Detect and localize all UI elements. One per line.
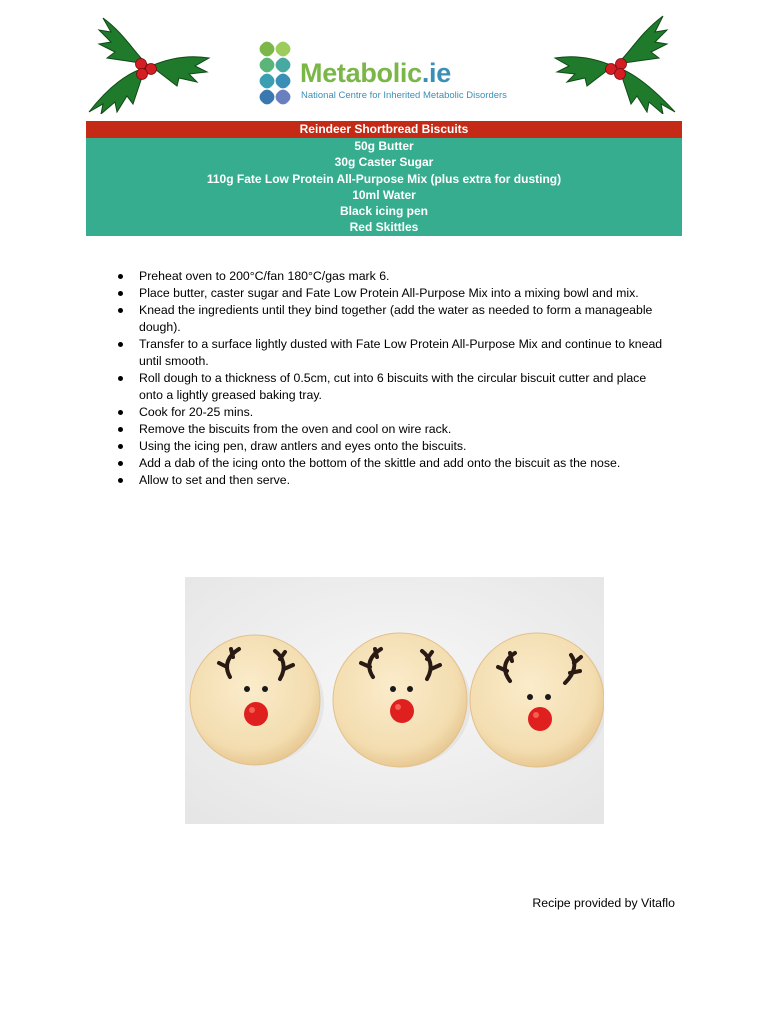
- reindeer-biscuit-photo: [185, 577, 604, 824]
- ingredient-item: 10ml Water: [352, 187, 416, 202]
- method-step: Preheat oven to 200°C/fan 180°C/gas mark 6.: [118, 268, 673, 285]
- ingredient-item: Black icing pen: [339, 204, 429, 219]
- ingredient-item: Red Skittles: [349, 220, 419, 235]
- method-step: Roll dough to a thickness of 0.5cm, cut into 6 biscuits with the circular biscuit cutter and place onto a lightly greased baking tray.: [118, 370, 673, 404]
- logo-wordmark: [300, 58, 451, 88]
- ingredient-item: 110g Fate Low Protein All-Purpose Mix (plus extra for dusting): [206, 171, 562, 186]
- recipe-title: Reindeer Shortbread Biscuits: [86, 121, 682, 138]
- holly-left-icon: [85, 14, 211, 114]
- metabolic-logo-icon: [256, 40, 296, 116]
- ingredient-item: 30g Caster Sugar: [334, 155, 434, 170]
- holly-right-icon: [553, 14, 679, 114]
- method-step: Allow to set and then serve.: [118, 472, 673, 489]
- logo-subtitle: National Centre for Inherited Metabolic Disorders: [301, 90, 507, 101]
- method-step: Knead the ingredients until they bind together (add the water as needed to form a manageable dough).: [118, 302, 673, 336]
- recipe-credit: Recipe provided by Vitaflo: [532, 896, 675, 910]
- method-step: Place butter, caster sugar and Fate Low Protein All-Purpose Mix into a mixing bowl and mix.: [118, 285, 673, 302]
- ingredients-list: [86, 138, 682, 236]
- method-steps-list: [118, 268, 673, 489]
- logo-name: Metabolic: [300, 58, 422, 88]
- method-step: Transfer to a surface lightly dusted with Fate Low Protein All-Purpose Mix and continue to knead until smooth.: [118, 336, 673, 370]
- method-step: Add a dab of the icing onto the bottom of the skittle and add onto the biscuit as the nose.: [118, 455, 673, 472]
- method-step: Using the icing pen, draw antlers and eyes onto the biscuits.: [118, 438, 673, 455]
- method-step: Remove the biscuits from the oven and cool on wire rack.: [118, 421, 673, 438]
- ingredient-item: 50g Butter: [354, 139, 414, 153]
- metabolic-logo: [256, 40, 526, 116]
- logo-suffix: .ie: [421, 58, 451, 88]
- method-step: Cook for 20-25 mins.: [118, 404, 673, 421]
- biscuit: [470, 633, 604, 767]
